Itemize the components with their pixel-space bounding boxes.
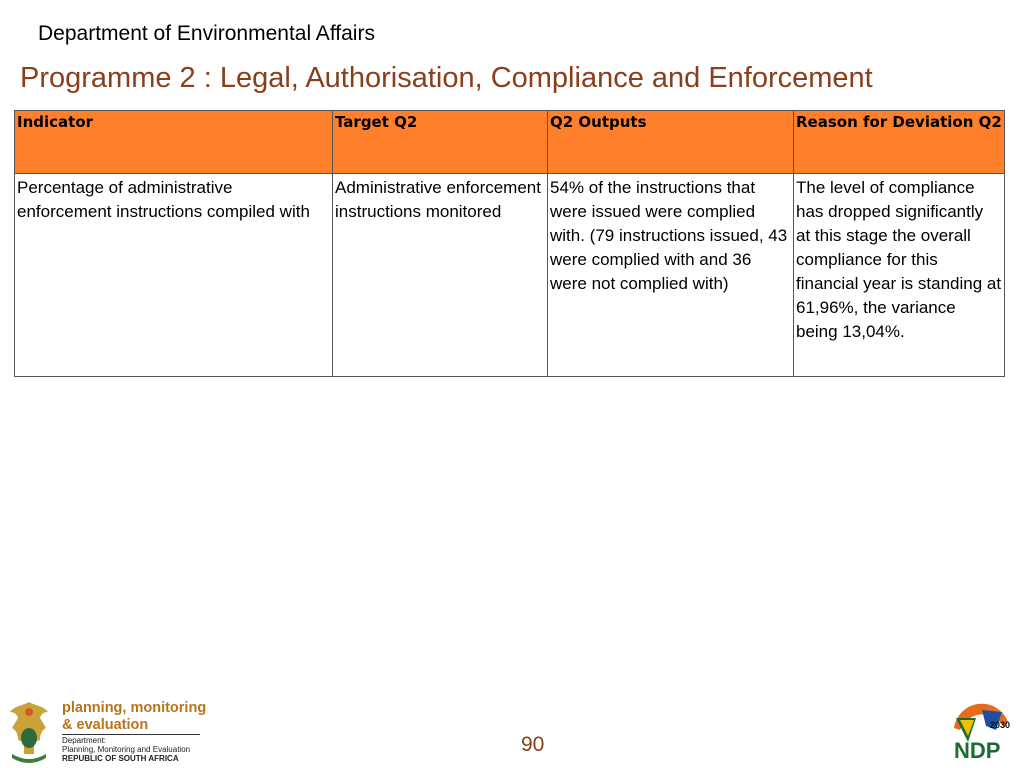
cell-outputs: 54% of the instructions that were issued were complied with. (79 instructions issued, 43 were complied with and 36 were not complied with): [548, 174, 794, 377]
column-header-indicator: Indicator: [15, 111, 333, 174]
dpme-logo: [4, 698, 207, 764]
table-row: [15, 174, 1005, 377]
logo-text: planning, monitoring & evaluation: [62, 700, 207, 733]
column-header-target: Target Q2: [333, 111, 548, 174]
cell-deviation: The level of compliance has dropped significantly at this stage the overall compliance for this financial year is standing at 61,96%, the variance being 13,04%.: [794, 174, 1005, 377]
logo-department: Department: Planning, Monitoring and Evaluation REPUBLIC OF SOUTH AFRICA: [62, 736, 191, 763]
column-header-deviation: Reason for Deviation Q2: [794, 111, 1005, 174]
department-name: Department of Environmental Affairs: [38, 22, 375, 45]
page-number: 90: [521, 733, 545, 756]
svg-text:NDP: NDP: [954, 738, 1001, 762]
svg-text:2030: 2030: [990, 720, 1011, 730]
cell-target: Administrative enforcement instructions monitored: [333, 174, 548, 377]
ndp-logo-icon: [946, 698, 1016, 762]
coat-of-arms-icon: [4, 698, 54, 764]
cell-indicator: Percentage of administrative enforcement instructions compiled with: [15, 174, 333, 377]
page-title: Programme 2 : Legal, Authorisation, Compliance and Enforcement: [20, 62, 873, 94]
indicator-table: [14, 110, 1005, 377]
column-header-outputs: Q2 Outputs: [548, 111, 794, 174]
logo-divider: [62, 734, 200, 735]
table-header-row: [15, 111, 1005, 174]
